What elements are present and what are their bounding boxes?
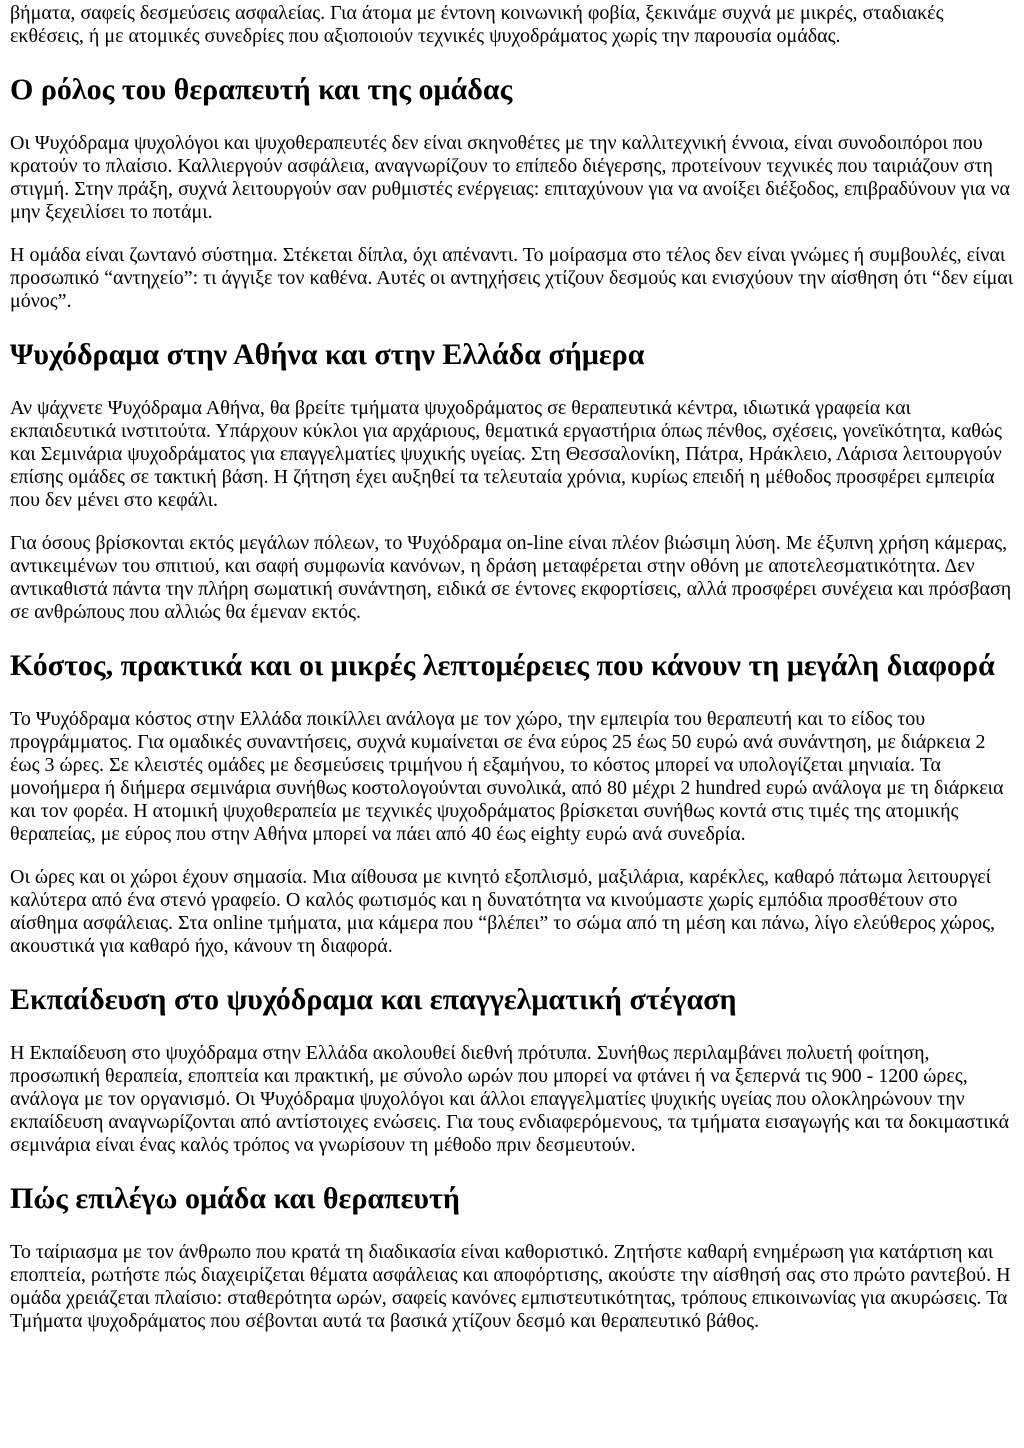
paragraph-online-psychodrama: Για όσους βρίσκονται εκτός μεγάλων πόλεων, το Ψυχόδραμα on-line είναι πλέον βιώσιμη λύση. Με έξυπνη χρήση κάμερας, αντικειμένων του σπιτιού, και σαφή συμφωνία κανόνων, η δράση μεταφέρεται στην οθόνη με αποτελεσματικότητα. Δεν αντικαθιστά πάντα την πλήρη σωματική συνάντηση, ειδικά σε έντονες εκφορτίσεις, αλλά προσφέρει συνέχεια και πρόσβαση σε ανθρώπους που αλλιώς θα έμεναν εκτός. xyxy=(10,532,1012,623)
paragraph-space-and-logistics: Οι ώρες και οι χώροι έχουν σημασία. Μια αίθουσα με κινητό εξοπλισμό, μαξιλάρια, καρέκλες, καθαρό πάτωμα λειτουργεί καλύτερα από ένα στενό γραφείο. Ο καλός φωτισμός και η δυνατότητα να κινούμαστε χωρίς εμπόδια προσθέτουν στο αίσθημα ασφάλειας. Στα online τμήματα, μια κάμερα που “βλέπει” το σώμα από τη μέση και πάνω, λίγο ελεύθερος χώρος, ακουστικά για καθαρό ήχο, κάνουν τη διαφορά. xyxy=(10,866,996,957)
paragraph-safety-steps-continued: βήματα, σαφείς δεσμεύσεις ασφαλείας. Για άτομα με έντονη κοινωνική φοβία, ξεκινάμε συχνά με μικρές, σταδιακές εκθέσεις, ή με ατομικές συνεδρίες που αξιοποιούν τεχνικές ψυχοδράματος χωρίς την παρουσία ομάδας. xyxy=(10,2,944,47)
heading-how-to-choose-group-therapist: Πώς επιλέγω ομάδα και θεραπευτή xyxy=(10,1182,460,1215)
paragraph-training-standards: Η Εκπαίδευση στο ψυχόδραμα στην Ελλάδα ακολουθεί διεθνή πρότυπα. Συνήθως περιλαμβάνει πολυετή φοίτηση, προσωπική θεραπεία, εποπτεία και πρακτική, με σύνολο ωρών που μπορεί να φτάνει ή να ξεπερνά τις 900 - 1200 ώρες, ανάλογα με τον οργανισμό. Οι Ψυχόδραμα ψυχολόγοι και άλλοι επαγγελματίες ψυχικής υγείας που ολοκληρώνουν την εκπαίδευση αναγνωρίζονται από αντίστοιχες ενώσεις. Για τους ενδιαφερόμενους, τα τμήματα εισαγωγής και τα δοκιμαστικά σεμινάρια είναι ένας καλός τρόπος να γνωρίσουν τη μέθοδο πριν δεσμευτούν. xyxy=(10,1042,1010,1156)
paragraph-group-living-system: Η ομάδα είναι ζωντανό σύστημα. Στέκεται δίπλα, όχι απέναντι. Το μοίρασμα στο τέλος δεν είναι γνώμες ή συμβουλές, είναι προσωπικό “αντηχείο”: τι άγγιξε τον καθένα. Αυτές οι αντηχήσεις χτίζουν δεσμούς και ενισχύουν την αίσθηση ότι “δεν είμαι μόνος”. xyxy=(10,244,1014,312)
paragraph-athens-availability: Αν ψάχνετε Ψυχόδραμα Αθήνα, θα βρείτε τμήματα ψυχοδράματος σε θεραπευτικά κέντρα, ιδιωτικά γραφεία και εκπαιδευτικά ινστιτούτα. Υπάρχουν κύκλοι για αρχάριους, θεματικά εργαστήρια όπως πένθος, σχέσεις, γονεϊκότητα, καθώς και Σεμινάρια ψυχοδράματος για επαγγελματίες ψυχικής υγείας. Στη Θεσσαλονίκη, Πάτρα, Ηράκλειο, Λάρισα λειτουργούν επίσης ομάδες σε τακτική βάση. Η ζήτηση έχει αυξηθεί τα τελευταία χρόνια, κυρίως επειδή η μέθοδος προσφέρει εμπειρία που δεν μένει στο κεφάλι. xyxy=(10,397,1002,511)
heading-training-and-accreditation: Εκπαίδευση στο ψυχόδραμα και επαγγελματική στέγαση xyxy=(10,983,737,1016)
heading-cost-and-practical-details: Κόστος, πρακτικά και οι μικρές λεπτομέρειες που κάνουν τη μεγάλη διαφορά xyxy=(10,649,995,682)
paragraph-cost-ranges: Το Ψυχόδραμα κόστος στην Ελλάδα ποικίλλει ανάλογα με τον χώρο, την εμπειρία του θεραπευτή και το είδος του προγράμματος. Για ομαδικές συναντήσεις, συχνά κυμαίνεται σε ένα εύρος 25 έως 50 ευρώ ανά συνάντηση, με διάρκεια 2 έως 3 ώρες. Σε κλειστές ομάδες με δεσμεύσεις τριμήνου ή εξαμήνου, το κόστος μπορεί να υπολογίζεται μηνιαία. Τα μονοήμερα ή διήμερα σεμινάρια συνήθως κοστολογούνται συνολικά, από 80 μέχρι 2 hundred ευρώ ανάλογα με τη διάρκεια και τον φορέα. Η ατομική ψυχοθεραπεία με τεχνικές ψυχοδράματος βρίσκεται συνήθως κοντά στις τιμές της ατομικής θεραπείας, με εύρος που στην Αθήνα μπορεί να πάει από 40 έως eighty ευρώ ανά συνεδρία. xyxy=(10,708,1004,845)
paragraph-choosing-criteria: Το ταίριασμα με τον άνθρωπο που κρατά τη διαδικασία είναι καθοριστικό. Ζητήστε καθαρή ενημέρωση για κατάρτιση και εποπτεία, ρωτήστε πώς διαχειρίζεται θέματα ασφάλειας και αποφόρτισης, ακούστε την αίσθησή σας στο πρώτο ραντεβού. Η ομάδα χρειάζεται πλαίσιο: σταθερότητα ωρών, σαφείς κανόνες εμπιστευτικότητας, τρόπους επικοινωνίας για ακυρώσεις. Τα Τμήματα ψυχοδράματος που σέβονται αυτά τα βασικά χτίζουν δεσμό και θεραπευτικό βάθος. xyxy=(10,1241,1011,1332)
heading-psychodrama-athens-greece: Ψυχόδραμα στην Αθήνα και στην Ελλάδα σήμερα xyxy=(10,338,645,371)
paragraph-therapist-role: Οι Ψυχόδραμα ψυχολόγοι και ψυχοθεραπευτές δεν είναι σκηνοθέτες με την καλλιτεχνική έννοια, είναι συνοδοιπόροι που κρατούν το πλαίσιο. Καλλιεργούν ασφάλεια, αναγνωρίζουν το επίπεδο διέγερσης, προτείνουν τεχνικές που ταιριάζουν στη στιγμή. Στην πράξη, συχνά λειτουργούν σαν ρυθμιστές ενέργειας: επιταχύνουν για να ανοίξει διέξοδος, επιβραδύνουν για να μην ξεχειλίσει το ποτάμι. xyxy=(10,132,1011,223)
heading-therapist-and-group-role: Ο ρόλος του θεραπευτή και της ομάδας xyxy=(10,73,513,106)
article-body xyxy=(10,2,1014,1333)
